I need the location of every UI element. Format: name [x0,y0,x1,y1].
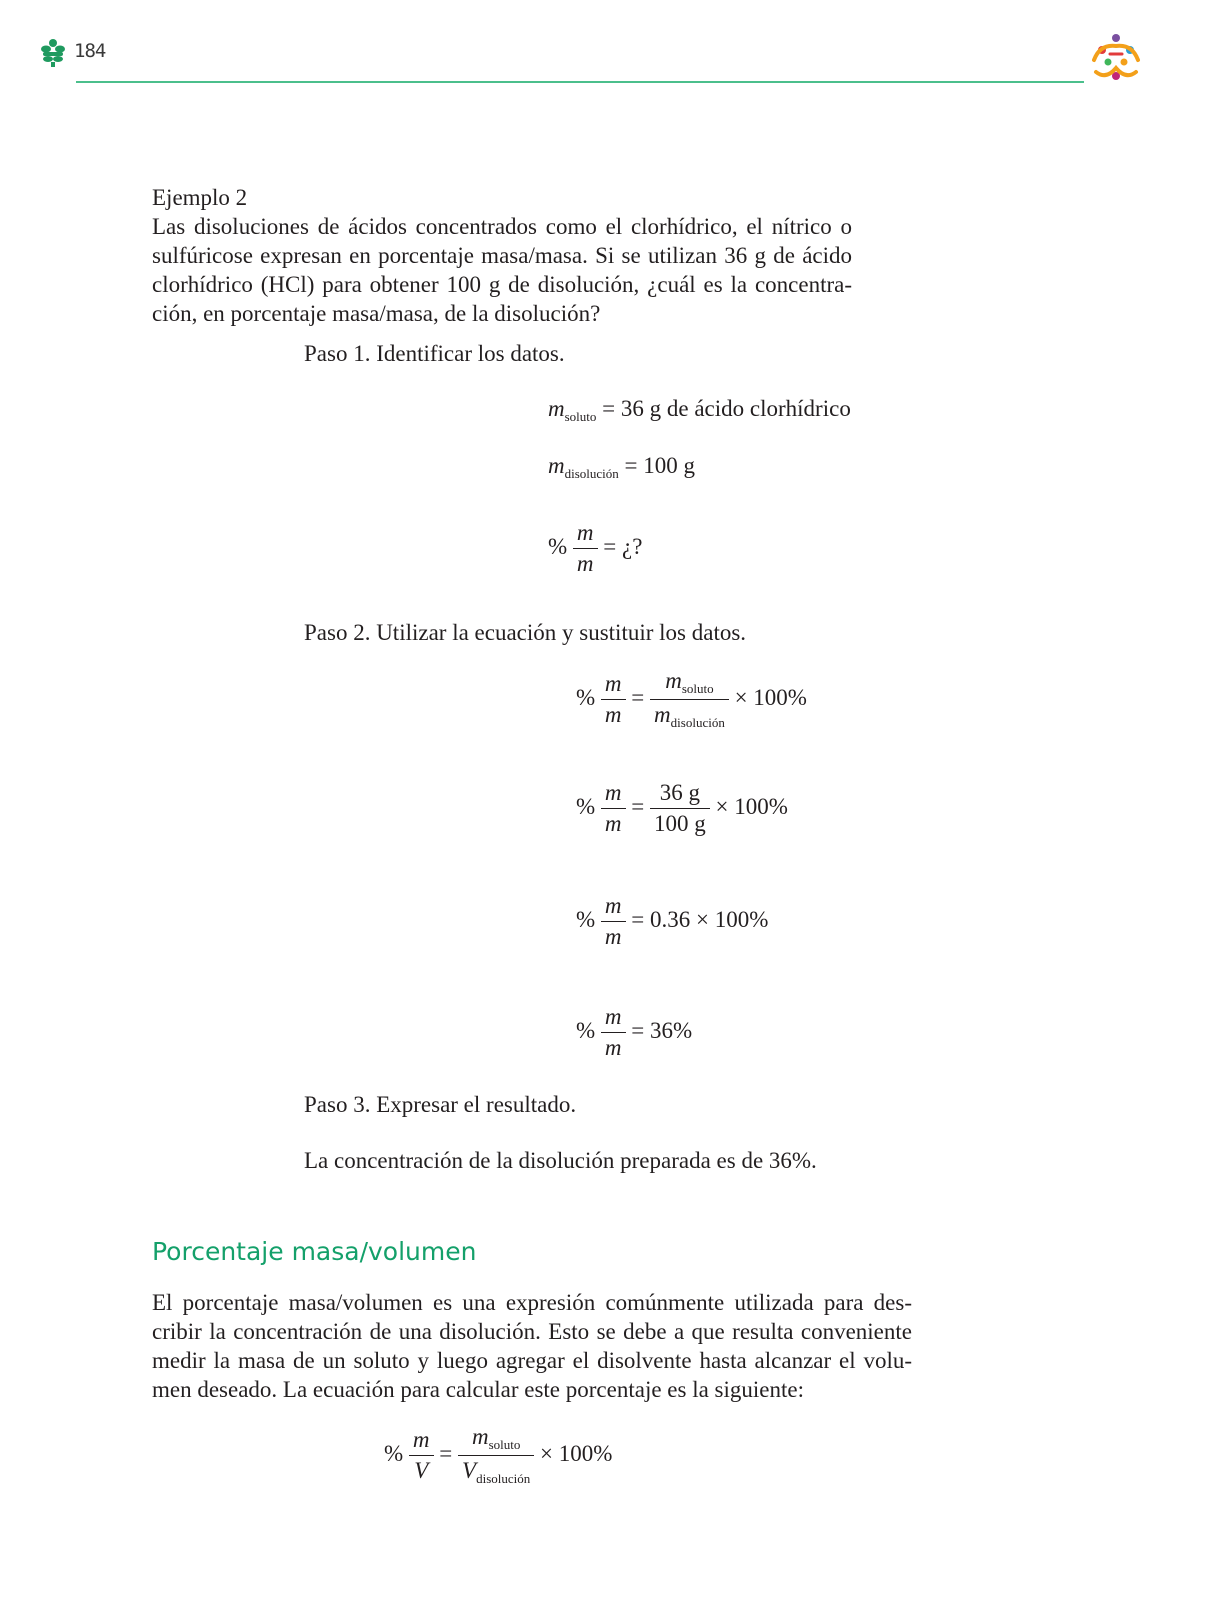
example-title: Ejemplo 2 [152,185,248,210]
colorful-figures-logo-icon [1086,32,1144,86]
section-paragraph [152,1288,912,1404]
equation-general-formula: % $\frac{m}{m}$ = $\frac{m_{soluto}}{m_{disolución}}$ × 100% [576,668,807,730]
equation-mass-solute: $m_{soluto} = 36$ g de ácido clorhídrico [548,396,851,424]
leaf-emblem-icon [40,38,66,68]
fraction-m-over-m: $\frac{m}{m}$ [573,520,598,577]
header-rule [76,81,1084,83]
paragraph-line: clorhídrico (HCl) para obtener 100 g de disolución, ¿cuál es la concentra- [152,272,852,297]
paragraph-line: men deseado. La ecuación para calcular este porcentaje es la siguiente: [152,1377,804,1402]
equation-substituted: % $\frac{m}{m}$ = $\frac{36 g}{100 g}$ × 100% [576,780,788,836]
paragraph-line: medir la masa de un soluto y luego agregar el disolvente hasta alcanzar el volu- [152,1348,912,1373]
paragraph-line: sulfúricose expresan en porcentaje masa/masa. Si se utilizan 36 g de ácido [152,243,852,268]
result-sentence: La concentración de la disolución preparada es de 36%. [304,1148,817,1173]
section-heading: Porcentaje masa/volumen [152,1237,477,1266]
paragraph-line: Las disoluciones de ácidos concentrados como el clorhídrico, el nítrico o [152,214,852,239]
example-paragraph [152,212,852,328]
page-number: 184 [74,40,106,62]
fraction-solute-over-solution: $\frac{m_{soluto}}{m_{disolución}}$ [650,668,729,731]
paragraph-line: El porcentaje masa/volumen es una expresión comúnmente utilizada para des- [152,1290,912,1315]
fraction-m-over-v: $\frac{m}{V}$ [409,1427,434,1484]
equation-unknown-percent: % $\frac{m}{m}$ = ¿? [548,520,643,576]
step-3-label: Paso 3. Expresar el resultado. [304,1092,577,1117]
fraction-solute-over-volume: $\frac{m_{soluto}}{V_{disolución}}$ [458,1424,534,1487]
equation-mass-solution: $m_{disolución} = 100$ g [548,453,696,481]
equation-mass-volume-formula: % $\frac{m}{V}$ = $\frac{m_{soluto}}{V_{disolución}}$ × 100% [384,1424,613,1486]
paragraph-line: cribir la concentración de una disolución. Esto se debe a que resulta conveniente [152,1319,912,1344]
step-2-label: Paso 2. Utilizar la ecuación y sustituir los datos. [304,620,747,645]
step-1-label: Paso 1. Identificar los datos. [304,341,565,366]
equation-result: % $\frac{m}{m}$ = 36% [576,1004,693,1060]
fraction-36-over-100: $\frac{36 g}{100 g}$ [650,780,710,837]
paragraph-line: ción, en porcentaje masa/masa, de la disolución? [152,301,601,326]
equation-decimal: % $\frac{m}{m}$ = 0.36 × 100% [576,893,769,949]
